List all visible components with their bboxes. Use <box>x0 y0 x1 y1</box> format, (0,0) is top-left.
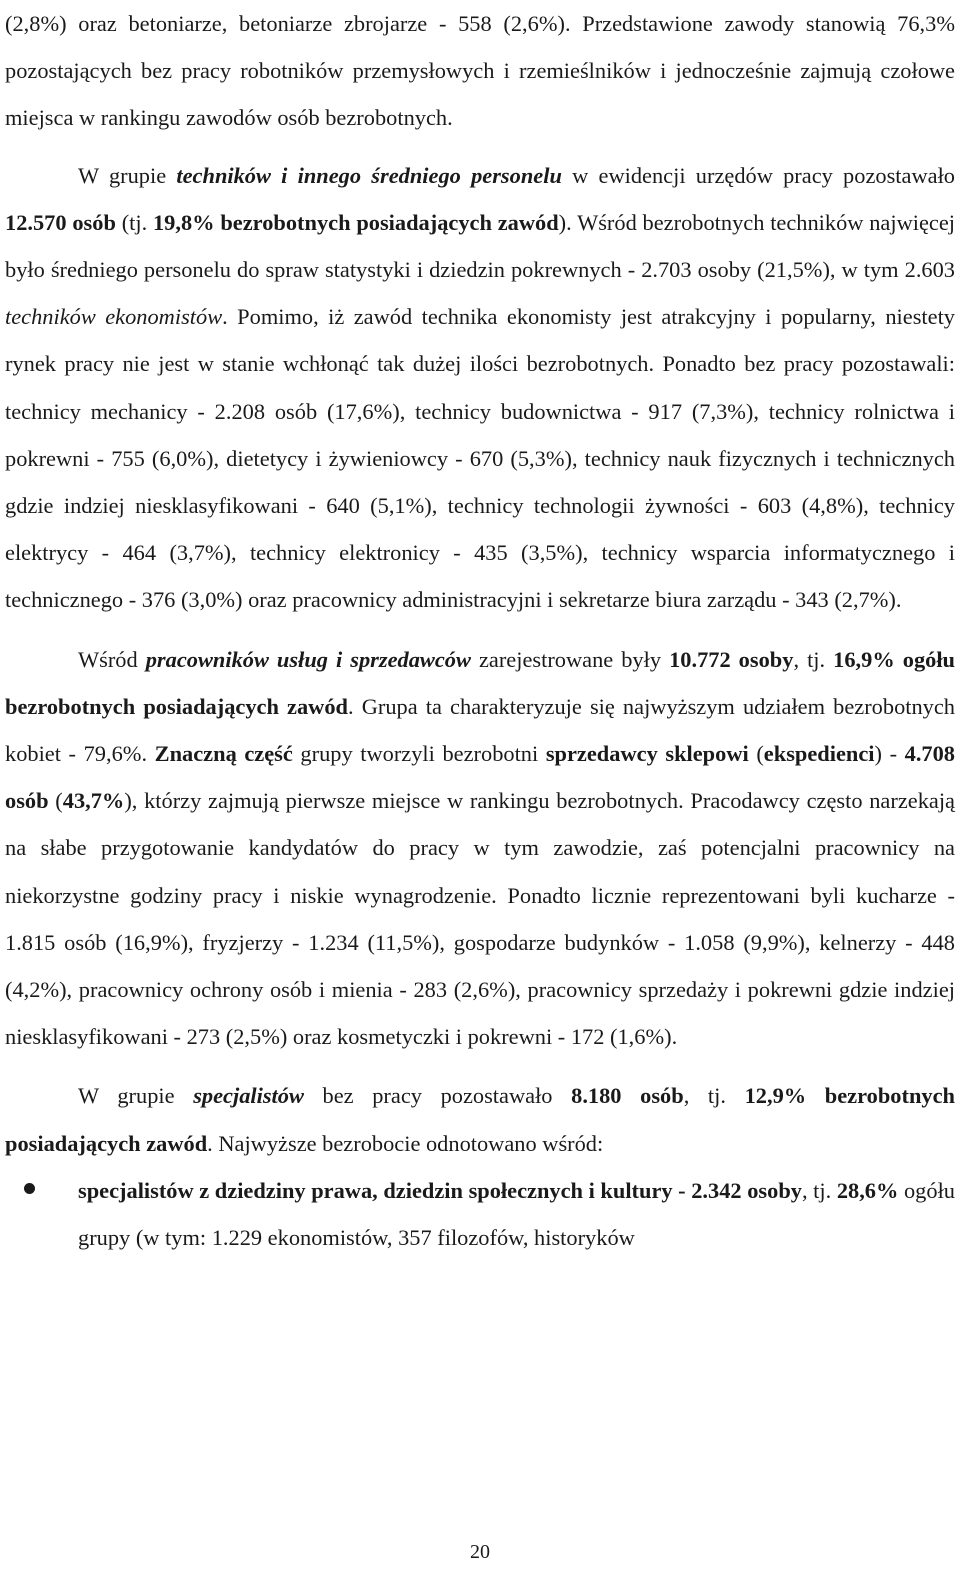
paragraph-service-workers <box>5 636 955 1061</box>
paragraph-specialists <box>5 1072 955 1166</box>
bullet-heading: specjalistów z dziedziny prawa, dziedzin społecznych i kultury - 2.342 osoby <box>78 1177 802 1203</box>
text-run: ). Wśród bezrobotnych techników najwięcej było średniego personelu do spraw statystyki i dziedzin pokrewnych - 2.703 osoby (21,5%), w tym 2.603 <box>5 209 956 283</box>
group-name-service-workers: pracowników usług i sprzedawców <box>145 646 471 672</box>
text-run: W grupie <box>78 1083 194 1109</box>
count-service-workers: 10.772 osoby <box>669 646 794 672</box>
emphasis-text: Znaczną część <box>154 741 293 767</box>
text-run: ) - <box>874 741 905 767</box>
text-run: . Najwyższe bezrobocie odnotowano wśród: <box>207 1130 604 1156</box>
occupation-shop-sellers: sprzedawcy sklepowi <box>545 741 749 767</box>
text-run: w ewidencji urzędów pracy pozostawało <box>561 162 955 188</box>
share-shop-sellers: 43,7% <box>62 788 125 814</box>
text-run: ogółu grupy (w tym: 1.229 ekonomistów, 357 filozofów, historyków <box>78 1177 955 1251</box>
group-name-specialists: specjalistów <box>193 1083 304 1109</box>
text-run: (tj. <box>115 209 153 235</box>
count-technicians: 12.570 osób <box>5 209 116 235</box>
text-run: (2,8%) oraz betoniarze, betoniarze zbrojarze - 558 (2,6%). Przedstawione zawody stanowią 76,3% pozostających bez pracy robotników przemysłowych i rzemieślników i jednocześnie zajmują czołowe miejsca w rankingu zawodów osób bezrobotnych. <box>5 11 955 131</box>
bullet-icon <box>24 1183 35 1194</box>
text-run: bez pracy pozostawało <box>303 1083 572 1109</box>
text-run: , tj. <box>683 1083 745 1109</box>
occupation-economists: techników ekonomistów <box>5 304 223 330</box>
share-technicians: 19,8% bezrobotnych posiadających zawód <box>152 209 559 235</box>
text-run: , tj. <box>801 1177 837 1203</box>
text-run: W grupie <box>78 162 177 188</box>
paragraph-technicians <box>5 152 955 624</box>
count-specialists: 8.180 osób <box>571 1083 684 1109</box>
document-page <box>5 0 955 1261</box>
bullet-share: 28,6% <box>836 1177 899 1203</box>
count-shop-sellers: 4.708 osób <box>5 741 956 814</box>
text-run: . Grupa ta charakteryzuje się najwyższym udziałem bezrobotnych kobiet - 79,6%. <box>5 693 956 767</box>
text-run: ), którzy zajmują pierwsze miejsce w rankingu bezrobotnych. Pracodawcy często narzekają na słabe przygotowanie kandydatów do pracy w tym zawodzie, zaś potencjalni pracownicy na niekorzystne godziny pracy i niskie wynagrodzenie. Ponadto licznie reprezentowani byli kucharze - 1.815 osób (16,9%), fryzjerzy - 1.234 (11,5%), gospodarze budynków - 1.058 (9,9%), kelnerzy - 448 (4,2%), pracownicy ochrony osób i mienia - 283 (2,6%), pracownicy sprzedaży i pokrewni gdzie indziej niesklasyfikowani - 273 (2,5%) oraz kosmetyczki i pokrewni - 172 (1,6%). <box>5 788 955 1050</box>
list-item <box>5 1167 955 1261</box>
share-service-workers: 16,9% ogółu bezrobotnych posiadających zawód <box>5 646 956 719</box>
text-run: zarejestrowane były <box>470 646 670 672</box>
text-run: ( <box>748 741 764 767</box>
share-specialists: 12,9% bezrobotnych posiadających zawód <box>5 1083 955 1156</box>
bullet-list <box>5 1167 955 1261</box>
text-run: , tj. <box>793 646 834 672</box>
text-run: Wśród <box>78 646 146 672</box>
occupation-clerks: ekspedienci <box>763 741 875 767</box>
group-name-technicians: techników i innego średniego personelu <box>176 162 562 188</box>
text-run: . Pomimo, iż zawód technika ekonomisty jest atrakcyjny i popularny, niestety rynek pracy nie jest w stanie wchłonąć tak dużej ilości bezrobotnych. Ponadto bez pracy pozostawali: technicy mechanicy - 2.208 osób (17,6%), technicy budownictwa - 917 (7,3%), technicy rolnictwa i pokrewni - 755 (6,0%), dietetycy i żywieniowcy - 670 (5,3%), technicy nauk fizycznych i technicznych gdzie indziej niesklasyfikowani - 640 (5,1%), technicy technologii żywności - 603 (4,8%), technicy elektrycy - 464 (3,7%), technicy elektronicy - 435 (3,5%), technicy wsparcia informatycznego i technicznego - 376 (3,0%) oraz pracownicy administracyjni i sekretarze biura zarządu - 343 (2,7%). <box>5 304 955 613</box>
text-run: grupy tworzyli bezrobotni <box>292 741 546 767</box>
paragraph-intro <box>5 0 955 142</box>
text-run: ( <box>48 788 63 814</box>
page-number: 20 <box>470 1541 490 1563</box>
